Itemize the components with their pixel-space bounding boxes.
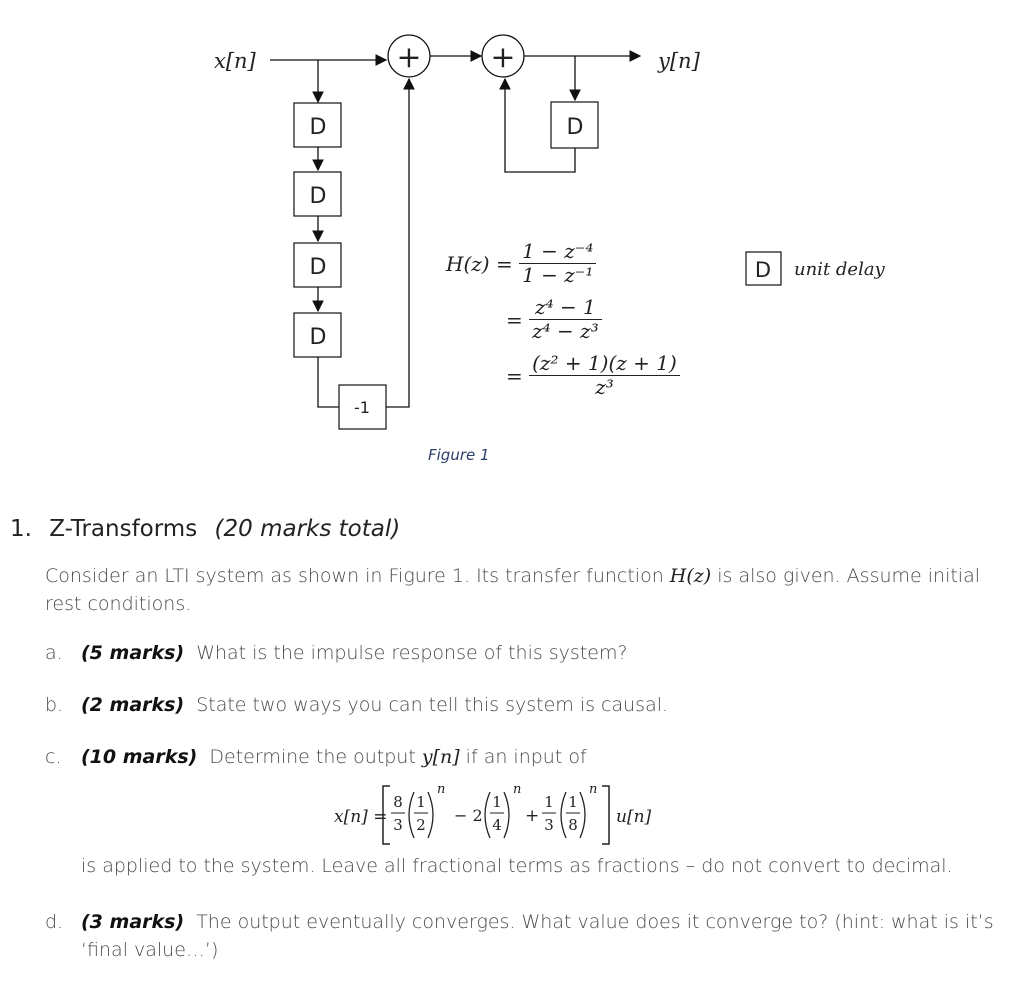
svg-text:2: 2 bbox=[416, 816, 426, 834]
part-c-marks: (10 marks) bbox=[81, 746, 198, 768]
part-d-marks: (3 marks) bbox=[81, 911, 185, 933]
svg-text:D: D bbox=[309, 255, 327, 280]
tf-fraction-2: $\frac{\text{z⁴ − 1}}{\text{z⁴ − z³}}$ bbox=[529, 296, 602, 343]
question-marks-total: (20 marks total) bbox=[214, 516, 401, 542]
part-c-letter: c. bbox=[45, 746, 62, 768]
svg-text:-1: -1 bbox=[354, 398, 370, 417]
svg-text:n: n bbox=[437, 782, 446, 797]
svg-text:4: 4 bbox=[492, 816, 502, 834]
question-intro: Consider an LTI system as shown in Figure 1. Its transfer function H(z) is also given. Assume initial rest conditions. bbox=[45, 565, 981, 615]
delay-block bbox=[551, 102, 598, 148]
part-b-marks: (2 marks) bbox=[81, 694, 185, 716]
gain-block bbox=[339, 385, 386, 429]
input-label: x[n] bbox=[214, 49, 256, 73]
part-b bbox=[45, 694, 668, 716]
part-b-letter: b. bbox=[45, 694, 64, 716]
delay-block bbox=[294, 103, 341, 147]
svg-text:1: 1 bbox=[544, 793, 554, 811]
tf-fraction-3: $\frac{\text{(z² + 1)(z + 1)}}{\text{z³}}$ bbox=[529, 352, 680, 399]
input-equation bbox=[320, 780, 720, 850]
delay-block bbox=[294, 172, 341, 216]
svg-text:+: + bbox=[525, 806, 540, 826]
part-b-text: State two ways you can tell this system is causal. bbox=[196, 694, 669, 716]
svg-text:1: 1 bbox=[492, 793, 502, 811]
svg-text:1: 1 bbox=[568, 793, 578, 811]
svg-text:3: 3 bbox=[393, 816, 403, 834]
question-number: 1. bbox=[10, 516, 32, 542]
question-title: Z-Transforms bbox=[49, 516, 198, 542]
signal-line bbox=[386, 79, 409, 407]
part-c: c. (10 marks) Determine the output y[n] if an input of bbox=[45, 746, 587, 768]
svg-text:+: + bbox=[396, 40, 422, 75]
svg-text:3: 3 bbox=[544, 816, 554, 834]
legend-text: unit delay bbox=[794, 259, 885, 280]
part-a bbox=[45, 642, 628, 664]
svg-text:D: D bbox=[309, 325, 327, 350]
svg-text:u[n]: u[n] bbox=[616, 807, 652, 827]
tf-line-3: = $\frac{\text{(z² + 1)(z + 1)}}{\text{z³}}$ bbox=[506, 352, 680, 399]
svg-text:1: 1 bbox=[416, 793, 426, 811]
svg-text:+: + bbox=[490, 40, 516, 75]
svg-text:− 2: − 2 bbox=[454, 806, 483, 825]
svg-text:D: D bbox=[309, 184, 327, 209]
svg-text:D: D bbox=[754, 258, 772, 282]
tf-h-label: H(z) = bbox=[446, 251, 513, 276]
svg-text:D: D bbox=[309, 115, 327, 140]
svg-text:D: D bbox=[566, 115, 584, 140]
part-a-marks: (5 marks) bbox=[81, 642, 185, 664]
tf-line-2: = $\frac{\text{z⁴ − 1}}{\text{z⁴ − z³}}$ bbox=[506, 296, 602, 343]
part-c-after: is applied to the system. Leave all fractional terms as fractions – do not convert to decimal. bbox=[81, 855, 953, 877]
output-label: y[n] bbox=[658, 49, 700, 73]
part-a-letter: a. bbox=[45, 642, 63, 664]
svg-text:n: n bbox=[589, 782, 598, 797]
tf-fraction-1: $\frac{\text{1 − z⁻⁴}}{\text{1 − z⁻¹}}$ bbox=[519, 240, 596, 287]
block-diagram bbox=[0, 0, 1024, 470]
svg-text:n: n bbox=[513, 782, 522, 797]
part-d: d. (3 marks) The output eventually converges. What value does it converge to? (hint: what is it’s ‘final value…’) bbox=[45, 908, 994, 964]
delay-block bbox=[294, 313, 341, 357]
signal-line bbox=[318, 357, 339, 407]
figure-caption: Figure 1 bbox=[428, 446, 490, 464]
part-d-letter: d. bbox=[45, 911, 64, 933]
svg-text:8: 8 bbox=[568, 816, 578, 834]
part-a-text: What is the impulse response of this system? bbox=[196, 642, 628, 664]
delay-block bbox=[294, 243, 341, 287]
question-heading bbox=[10, 516, 400, 542]
svg-text:8: 8 bbox=[393, 793, 403, 811]
adder-2 bbox=[482, 35, 524, 77]
adder-1 bbox=[388, 35, 430, 77]
legend-unit-delay bbox=[746, 252, 886, 285]
svg-text:x[n] =: x[n] = bbox=[334, 807, 388, 827]
tf-line-1 bbox=[446, 240, 596, 287]
